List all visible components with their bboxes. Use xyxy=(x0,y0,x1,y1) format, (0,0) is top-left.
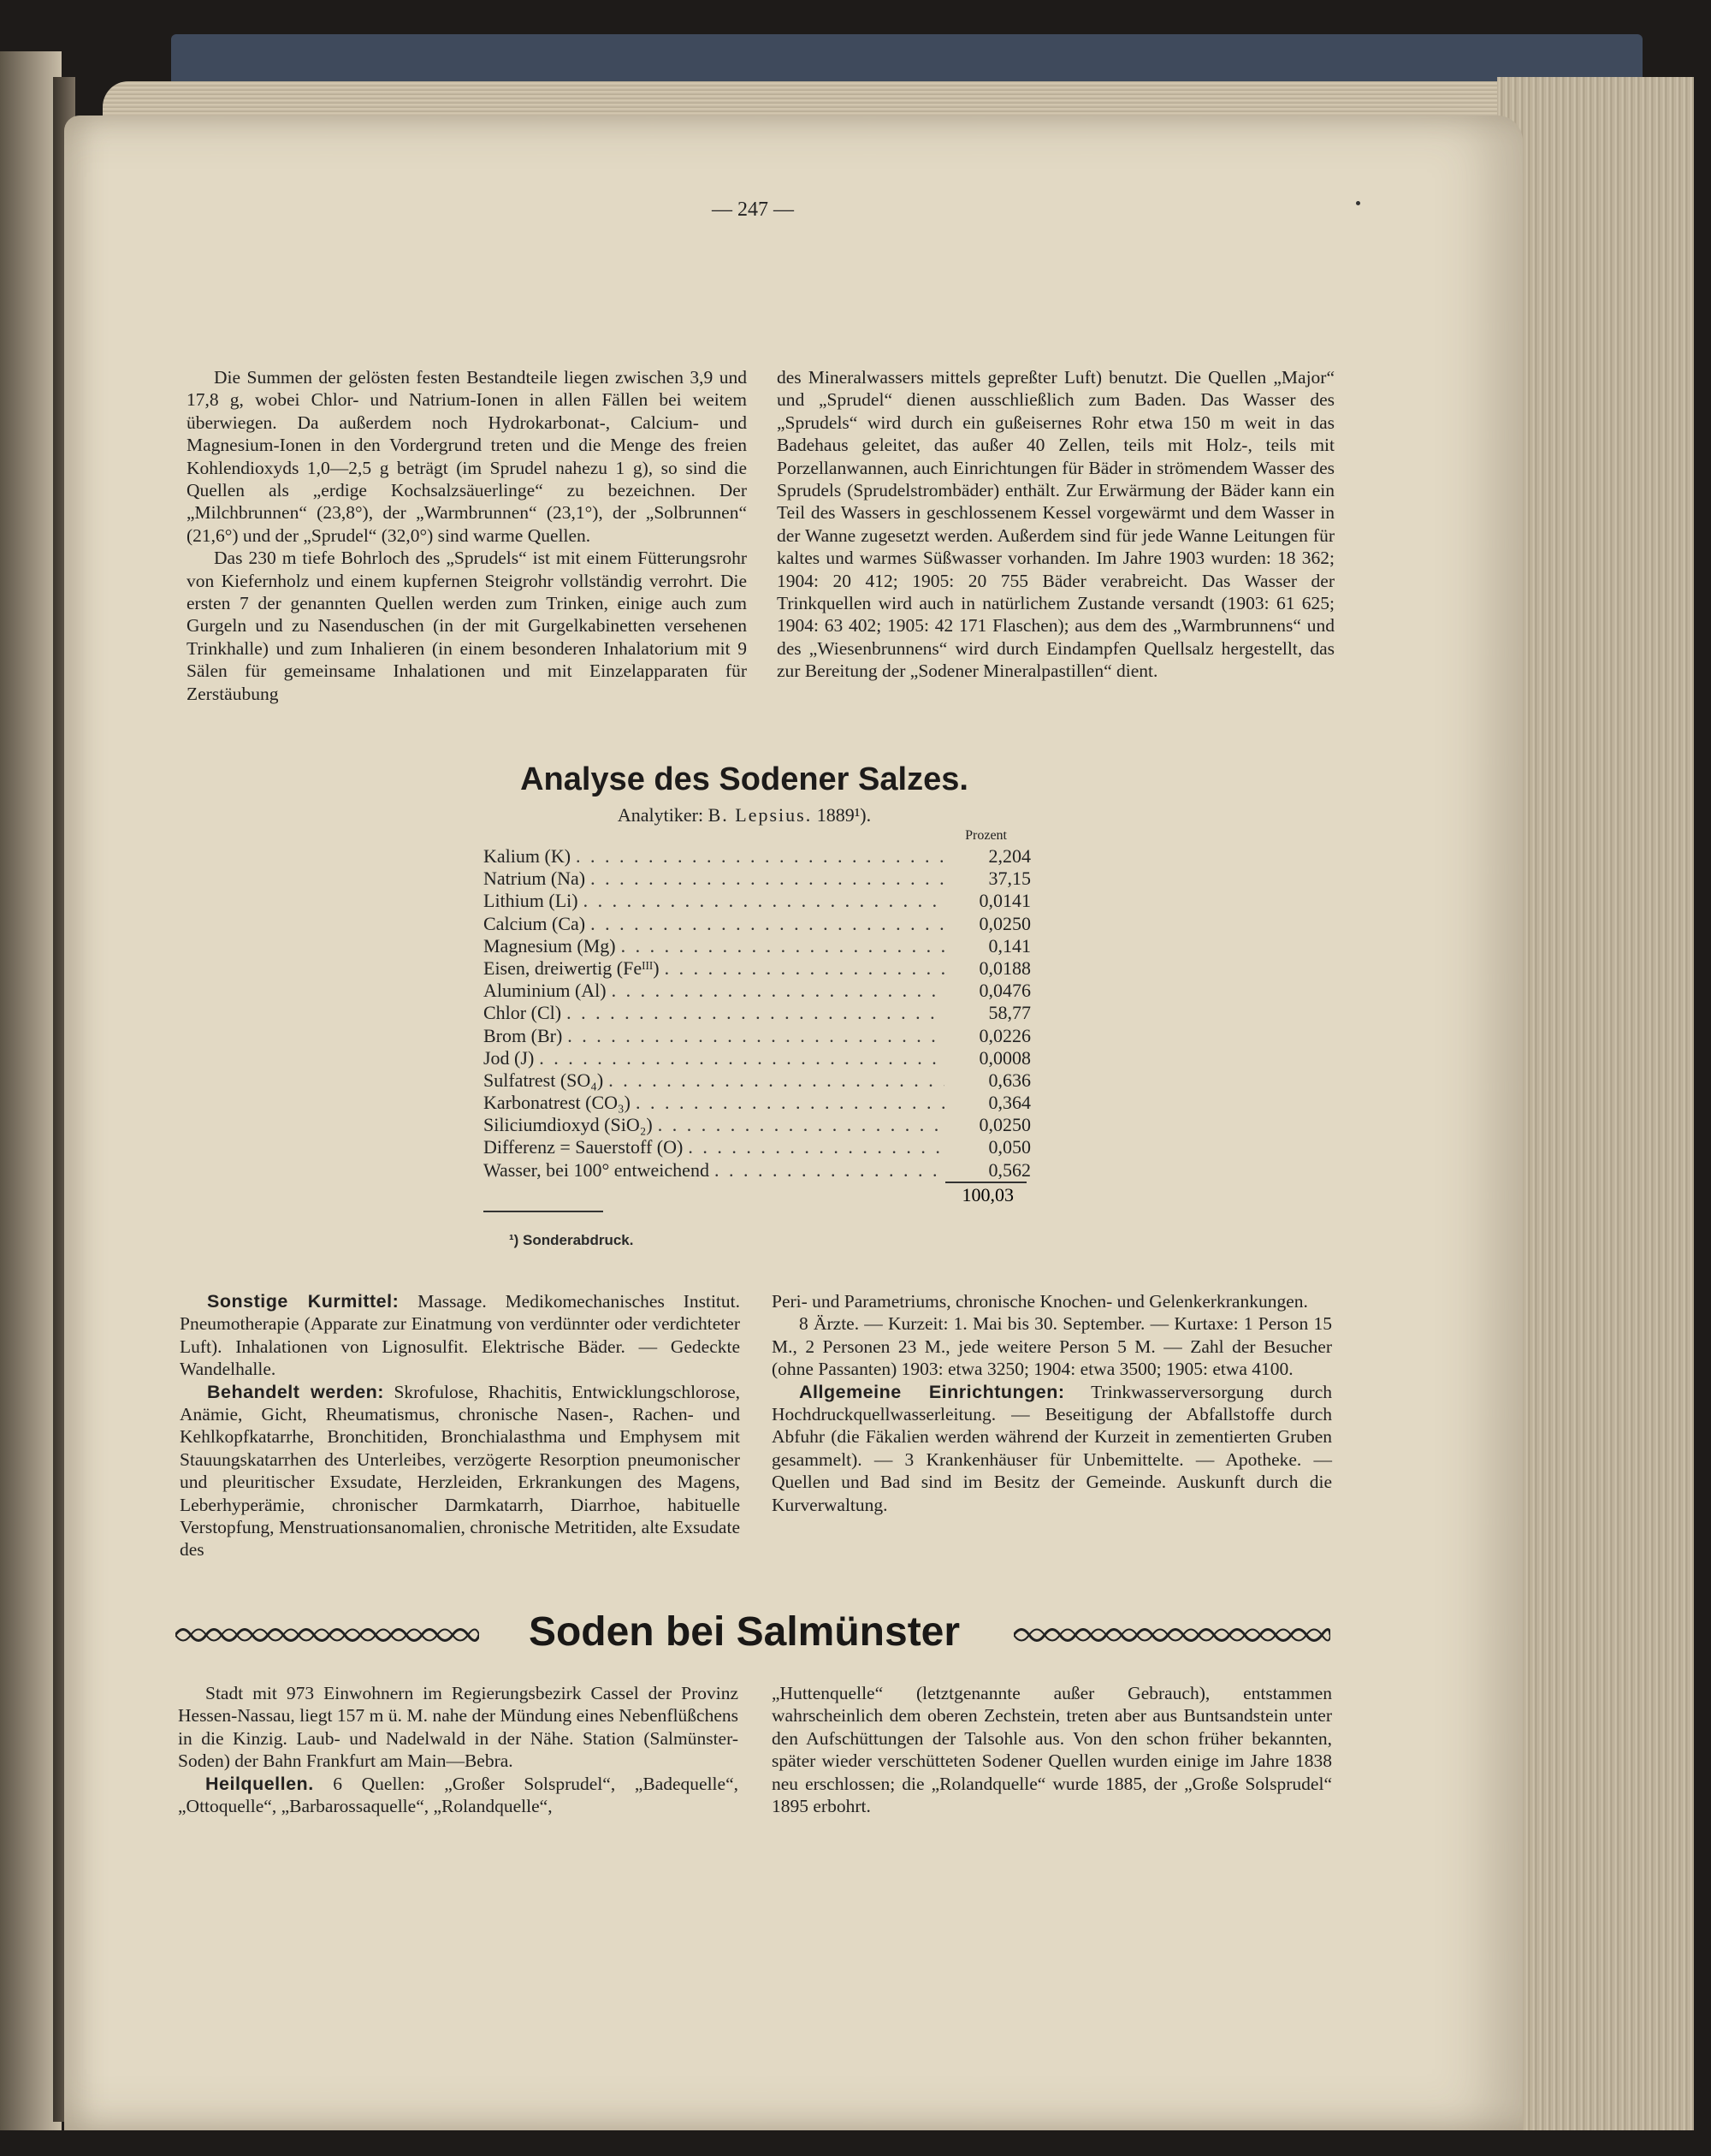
leader-dots xyxy=(665,957,944,980)
row-label: Lithium (Li) xyxy=(483,890,578,912)
row-value: 0,0250 xyxy=(979,1114,1031,1136)
leader-dots xyxy=(576,845,944,868)
row-label: Eisen, dreiwertig (Feᴵᴵᴵ) xyxy=(483,957,660,979)
section-title: Soden bei Salmünster xyxy=(528,1609,961,1655)
table-row xyxy=(483,1159,1031,1182)
row-value: 0,141 xyxy=(988,934,1031,957)
row-value: 0,0188 xyxy=(979,957,1031,979)
row-label: Wasser, bei 100° entweichend xyxy=(483,1158,709,1181)
table-row xyxy=(483,957,1031,980)
paragraph-lead: Allgemeine Einrichtungen: xyxy=(799,1381,1065,1402)
middle-left-column xyxy=(180,1290,740,1561)
row-label: Kalium (K) xyxy=(483,845,571,867)
row-value: 0,0141 xyxy=(979,890,1031,912)
paragraph: Das 230 m tiefe Bohrloch des „Sprudels“ ist mit einem Fütterungsrohr von Kiefernholz und einem kupfernen Steigrohr vollständig verrohrt. Die ersten 7 der genannten Quellen werden zum Trinken, einige auch zum Gurgeln und zu Nasenduschen (in der mit Gurgelkabinetten versehenen Trinkhalle) und zum Inhalieren (in einem besonderen Inhalatorium mit 9 Sälen für gemeinsame Inhalationen und mit Einzelapparaten für Zerstäubung xyxy=(186,548,747,704)
lower-right-column xyxy=(772,1682,1332,1817)
unit-header: Prozent xyxy=(965,828,1007,843)
paragraph xyxy=(772,1381,1332,1516)
analysis-table xyxy=(483,828,1031,1182)
middle-right-column xyxy=(772,1290,1332,1516)
row-value: 0,050 xyxy=(988,1136,1031,1158)
leader-dots xyxy=(636,1092,944,1114)
paragraph: „Huttenquelle“ (letztgenannte außer Gebrauch), entstammen wahrscheinlich dem oberen Zechstein, treten aber aus Buntsandstein unter den Aufschüttungen der Talsohle aus. Von den schon früher bekannten, später wieder verschütteten Sodener Quellen wurden einige im Jahre 1838 neu erschlossen; die „Rolandquelle“ wurde 1885, der „Große Solsprudel“ 1895 erbohrt. xyxy=(772,1683,1332,1817)
row-label: Differenz = Sauerstoff (O) xyxy=(483,1136,684,1158)
paragraph: des Mineralwassers mittels gepreßter Luft) benutzt. Die Quellen „Major“ und „Sprudel“ dienen ausschließlich zum Baden. Das Wasser des „Sprudels“ wird durch ein gußeisernes Rohr etwa 150 m weit in das Badehaus geleitet, das außer 40 Zellen, teils mit Holz-, teils mit Porzellanwannen, auch Einrichtungen für Bäder in strömendem Wasser des Sprudels (Sprudelstrombäder) enthält. Zur Erwärmung der Bäder kann ein Teil des Wassers in geschlossenem Kessel vorgewärmt und dem Wasser in der Wanne zugesetzt werden. Außerdem sind für jede Wanne Leitungen für kaltes und warmes Süßwasser vorhanden. Im Jahre 1903 wurden: 18 362; 1904: 20 412; 1905: 20 755 Bäder verabreicht. Das Wasser der Trinkquellen wird auch in natürlichem Zustande versandt (1903: 61 625; 1904: 63 402; 1905: 42 171 Flaschen); aus dem des „Warmbrunnens“ und des „Wiesenbrunnens“ wird durch Eindampfen Quellsalz hergestellt, das zur Bereitung der „Sodener Mineralpastillen“ dient. xyxy=(777,367,1335,682)
leader-dots xyxy=(658,1114,944,1136)
table-row xyxy=(483,1047,1031,1069)
analyst-name: B. Lepsius. xyxy=(707,804,813,826)
paragraph-text: Skrofulose, Rhachitis, Entwicklungschlorose, Anämie, Gicht, Rheumatismus, chronische Nasen-, Rachen- und Kehlkopfkatarrhe, Bronchitiden, Bronchialasthma und Emphysem mit Stauungskatarrhen des Unterleibes, verzögerte Resorption pneumonischer und pleuritischer Exsudate, Herzleiden, Erkrankungen des Magens, Leberhyperämie, chronischer Darmkatarrh, Diarrhoe, habituelle Verstopfung, Menstruationsanomalien, chronische Metritiden, alte Exsudate des xyxy=(180,1381,740,1561)
row-value: 37,15 xyxy=(988,868,1031,890)
table-row xyxy=(483,890,1031,912)
table-row xyxy=(483,1002,1031,1024)
analyst-year: 1889¹). xyxy=(816,804,872,826)
row-label: Karbonatrest (CO₃) xyxy=(483,1092,631,1114)
leader-dots xyxy=(590,868,944,890)
sum-rule xyxy=(945,1182,1027,1183)
leader-dots xyxy=(590,913,944,935)
row-value: 0,636 xyxy=(988,1069,1031,1091)
row-value: 0,364 xyxy=(988,1092,1031,1114)
paragraph-text: Massage. Medikomechanisches Institut. Pneumotherapie (Apparate zur Einatmung von verdünnter oder verdichteter Luft). Inhalationen von Lignosulfit. Elektrische Bäder. — Gedeckte Wandelhalle. xyxy=(180,1291,740,1380)
row-label: Jod (J) xyxy=(483,1046,535,1069)
ornament-right-icon xyxy=(1014,1624,1330,1646)
paragraph xyxy=(178,1773,738,1818)
leader-dots xyxy=(612,980,944,1002)
row-value: 0,562 xyxy=(988,1158,1031,1181)
upper-right-column xyxy=(777,366,1335,683)
paragraph-lead: Heilquellen. xyxy=(205,1773,314,1794)
row-label: Sulfatrest (SO₄) xyxy=(483,1069,604,1091)
paragraph-text: Trinkwasserversorgung durch Hochdruckquellwasserleitung. — Beseitigung der Abfallstoffe durch Abfuhr (die Fäkalien werden während der Kurzeit in zementierten Gruben gesammelt). — 3 Krankenhäuser für Unbemittelte. — Apotheke. — Quellen und Bad sind im Besitz der Gemeinde. Auskunft durch die Kurverwaltung. xyxy=(772,1381,1332,1515)
analyst-prefix: Analytiker: xyxy=(617,804,704,826)
leader-dots xyxy=(539,1047,944,1069)
table-row xyxy=(483,1092,1031,1114)
leader-dots xyxy=(714,1159,944,1182)
row-label: Natrium (Na) xyxy=(483,868,586,890)
row-value: 0,0226 xyxy=(979,1024,1031,1046)
page-number: — 247 — xyxy=(712,198,794,221)
analyst-line xyxy=(479,804,1009,826)
paragraph: Peri- und Parametriums, chronische Knochen- und Gelenkerkrankungen. xyxy=(772,1291,1308,1312)
paragraph: 8 Ärzte. — Kurzeit: 1. Mai bis 30. September. — Kurtaxe: 1 Person 15 M., 2 Personen 23 M., jede weitere Person 5 M. — Zahl der Besucher (ohne Passanten) 1903: etwa 3250; 1904: etwa 3500; 1905: etwa 4100. xyxy=(772,1313,1332,1380)
table-row xyxy=(483,868,1031,890)
page-speck xyxy=(1356,201,1360,205)
leader-dots xyxy=(566,1002,944,1024)
table-row xyxy=(483,1136,1031,1158)
row-label: Chlor (Cl) xyxy=(483,1002,562,1024)
leader-dots xyxy=(608,1069,944,1092)
paragraph-lead: Sonstige Kurmittel: xyxy=(207,1291,400,1312)
row-value: 2,204 xyxy=(988,845,1031,867)
paragraph: Stadt mit 973 Einwohnern im Regierungsbezirk Cassel der Provinz Hessen-Nassau, liegt 157 m ü. M. nahe der Mündung eines Nebenflüßchens in die Kinzig. Laub- und Nadelwald in der Nähe. Station (Salmünster-Soden) der Bahn Frankfurt am Main—Bebra. xyxy=(178,1683,738,1772)
table-row xyxy=(483,913,1031,935)
analysis-title: Analyse des Sodener Salzes. xyxy=(520,761,968,797)
upper-left-column xyxy=(186,366,747,705)
table-row xyxy=(483,845,1031,868)
row-label: Magnesium (Mg) xyxy=(483,934,616,957)
table-row xyxy=(483,935,1031,957)
paragraph-lead: Behandelt werden: xyxy=(207,1381,384,1402)
leader-dots xyxy=(688,1136,944,1158)
page-edges-right xyxy=(1497,77,1694,2130)
row-label: Calcium (Ca) xyxy=(483,912,586,934)
row-value: 0,0008 xyxy=(979,1046,1031,1069)
footnote-rule xyxy=(483,1211,603,1212)
analysis-total: 100,03 xyxy=(962,1184,1014,1205)
table-row xyxy=(483,1114,1031,1136)
row-label: Siliciumdioxyd (SiO₂) xyxy=(483,1114,653,1136)
table-row xyxy=(483,980,1031,1002)
footnote: ¹) Sonderabdruck. xyxy=(509,1232,634,1248)
leader-dots xyxy=(621,935,944,957)
row-value: 0,0476 xyxy=(979,980,1031,1002)
paragraph-text: 6 Quellen: „Großer Solsprudel“, „Badequelle“, „Ottoquelle“, „Barbarossaquelle“, „Rolandquelle“, xyxy=(178,1773,738,1817)
row-value: 0,0250 xyxy=(979,912,1031,934)
paragraph: Die Summen der gelösten festen Bestandteile liegen zwischen 3,9 und 17,8 g, wobei Chlor- und Natrium-Ionen in allen Fällen bei weitem überwiegen. Da außerdem noch Hydrokarbonat-, Calcium- und Magnesium-Ionen in den Vordergrund treten und die Menge des freien Kohlendioxyds 1,0—2,5 g beträgt (im Sprudel nahezu 1 g), so sind die Quellen als „erdige Kochsalzsäuerlinge“ zu bezeichnen. Der „Milchbrunnen“ (23,8°), der „Warmbrunnen“ (23,1°), der „Solbrunnen“ (21,6°) und der „Sprudel“ (32,0°) sind warme Quellen. xyxy=(186,367,747,546)
paragraph xyxy=(180,1381,740,1561)
table-row xyxy=(483,1025,1031,1047)
paragraph xyxy=(180,1290,740,1381)
leader-dots xyxy=(583,890,944,912)
leader-dots xyxy=(567,1025,944,1047)
row-label: Aluminium (Al) xyxy=(483,980,607,1002)
table-row xyxy=(483,1069,1031,1092)
lower-left-column xyxy=(178,1682,738,1817)
row-value: 58,77 xyxy=(988,1002,1031,1024)
row-label: Brom (Br) xyxy=(483,1024,563,1046)
